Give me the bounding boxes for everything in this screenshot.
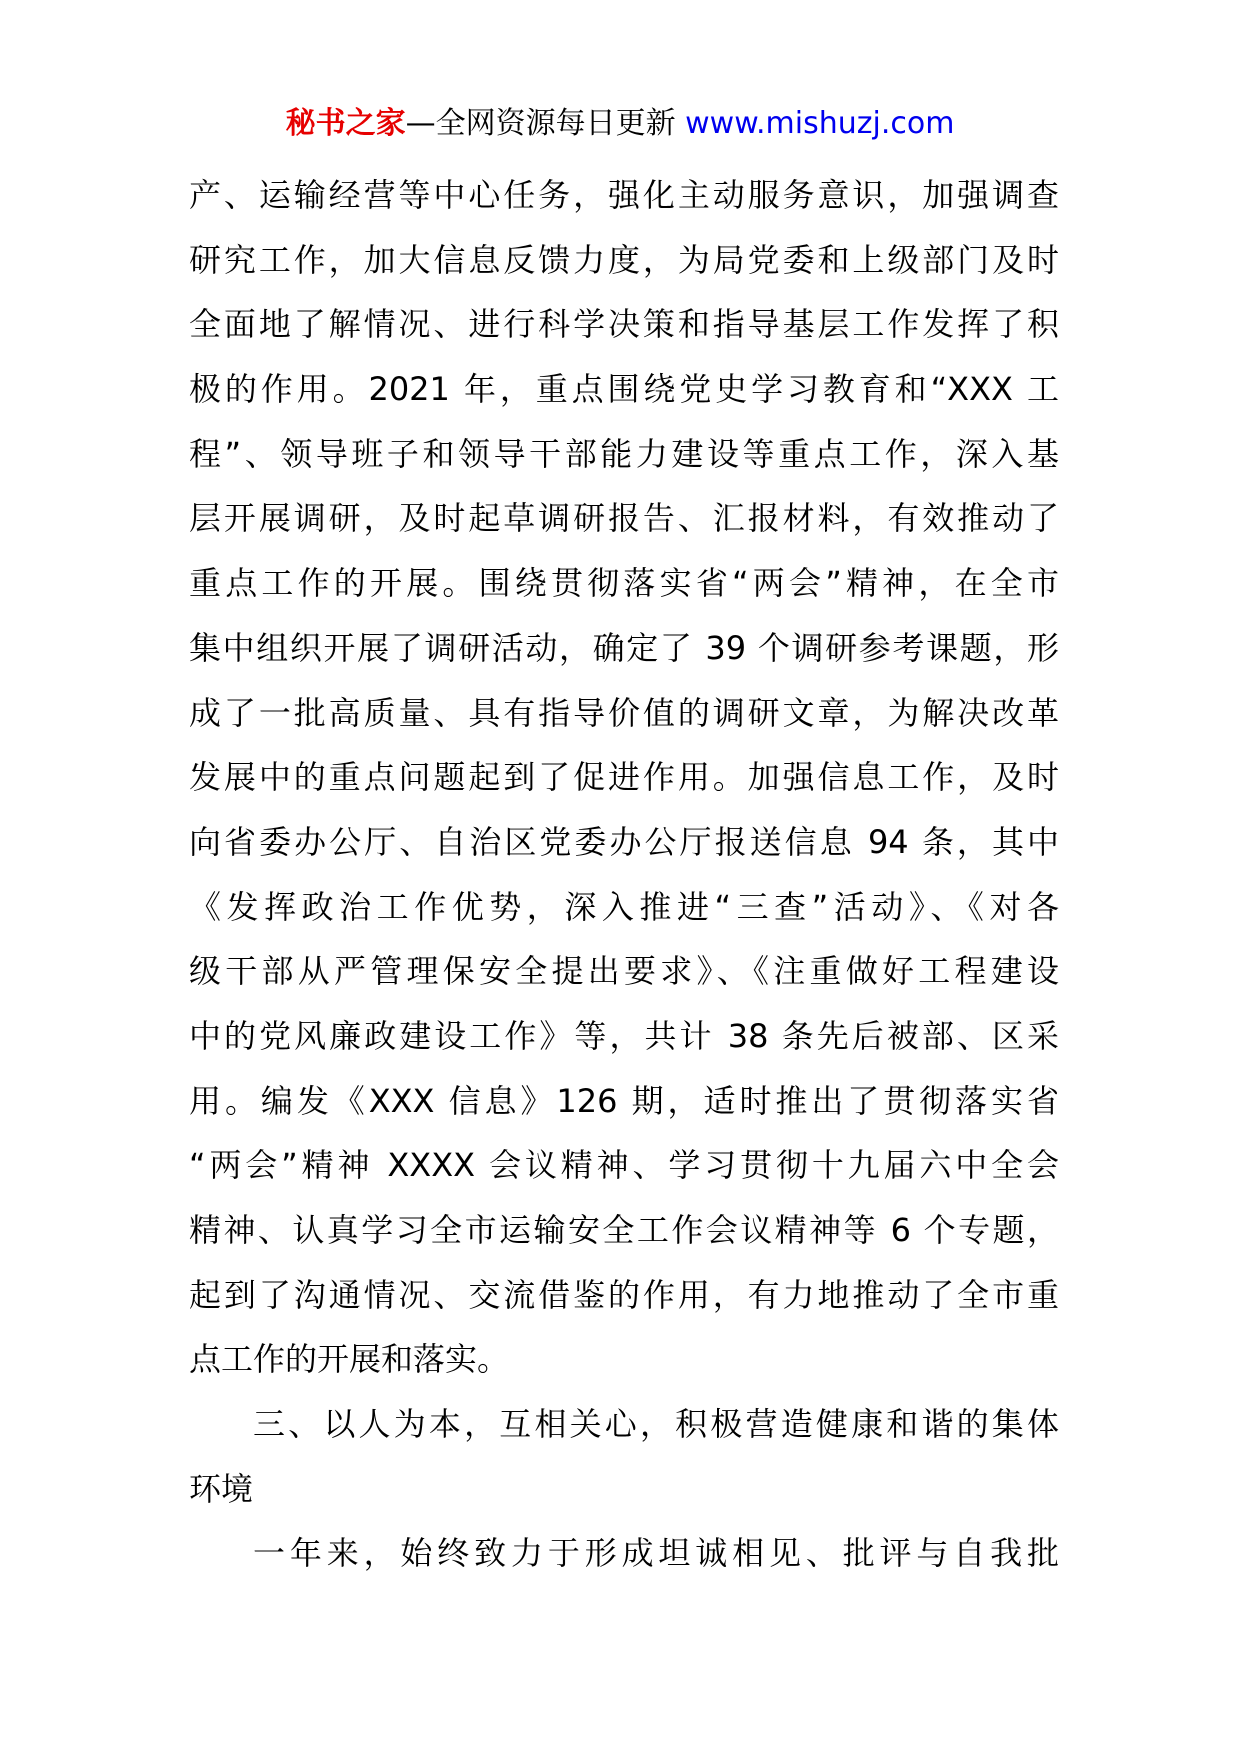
- header-tagline: —全网资源每日更新: [405, 106, 676, 141]
- brand-name: 秘书之家: [285, 106, 406, 141]
- paragraph-line: 集中组织开展了调研活动，确定了 39 个调研参考课题，形: [189, 628, 1059, 667]
- paragraph-line: 向省委办公厅、自治区党委办公厅报送信息 94 条，其中: [189, 822, 1059, 861]
- paragraph-line: 成了一批高质量、具有指导价值的调研文章，为解决改革: [189, 693, 1059, 732]
- paragraph-line: 研究工作，加大信息反馈力度，为局党委和上级部门及时: [189, 240, 1059, 279]
- paragraph-line: 全面地了解情况、进行科学决策和指导基层工作发挥了积: [189, 305, 1059, 344]
- paragraph-line: 层开展调研，及时起草调研报告、汇报材料，有效推动了: [189, 499, 1059, 538]
- paragraph-line: “两会”精神 XXXX 会议精神、学习贯彻十九届六中全会: [189, 1146, 1059, 1185]
- paragraph-line: 一年来，始终致力于形成坦诚相见、批评与自我批: [253, 1534, 1059, 1573]
- paragraph-line: 精神、认真学习全市运输安全工作会议精神等 6 个专题，: [189, 1211, 1059, 1249]
- paragraph-line: 中的党风廉政建设工作》等，共计 38 条先后被部、区采: [189, 1016, 1059, 1055]
- site-url-link[interactable]: www.mishuzj.com: [685, 106, 955, 141]
- paragraph-line: 级干部从严管理保安全提出要求》、《注重做好工程建设: [189, 952, 1059, 991]
- section-heading-continued: 环境: [189, 1469, 254, 1508]
- paragraph-line: 程”、领导班子和领导干部能力建设等重点工作，深入基: [189, 434, 1059, 473]
- paragraph-line: 起到了沟通情况、交流借鉴的作用，有力地推动了全市重: [189, 1275, 1059, 1314]
- paragraph-line: 《发挥政治工作优势，深入推进“三查”活动》、《对各: [189, 887, 1059, 926]
- paragraph-line: 用。编发《XXX 信息》126 期，适时推出了贯彻落实省: [189, 1081, 1059, 1120]
- paragraph-line: 重点工作的开展。围绕贯彻落实省“两会”精神，在全市: [189, 564, 1059, 603]
- paragraph-line: 发展中的重点问题起到了促进作用。加强信息工作，及时: [189, 758, 1059, 797]
- document-body: [189, 163, 1059, 1586]
- paragraph-line: 极的作用。2021 年，重点围绕党史学习教育和“XXX 工: [189, 370, 1059, 409]
- section-heading: 三、以人为本，互相关心，积极营造健康和谐的集体: [253, 1405, 1059, 1444]
- paragraph-line: 点工作的开展和落实。: [189, 1340, 510, 1379]
- site-header: [0, 100, 1240, 148]
- paragraph-line: 产、运输经营等中心任务，强化主动服务意识，加强调查: [189, 176, 1059, 214]
